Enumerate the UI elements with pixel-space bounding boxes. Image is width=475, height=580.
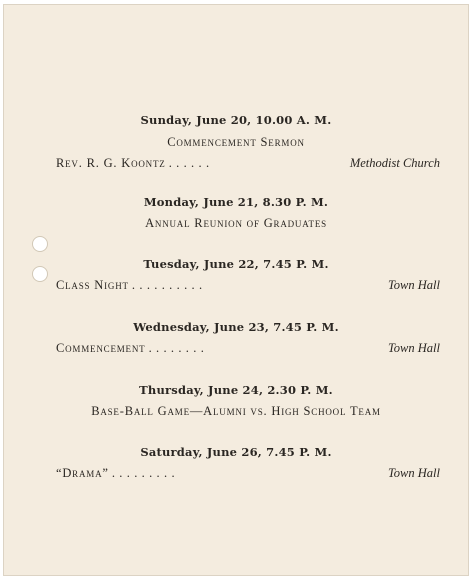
program — [4, 5, 468, 575]
event-label: Commencement — [56, 341, 146, 355]
dot-leaders: . . . . . . . . — [148, 341, 205, 355]
event-row-commencement — [56, 341, 440, 355]
event-person: Rev. R. G. Koontz — [56, 156, 166, 170]
event-heading-monday: Monday, June 21, 8.30 P. M. — [143, 195, 329, 209]
event-place: Town Hall — [388, 341, 440, 355]
event-heading-tuesday: Tuesday, June 22, 7.45 P. M. — [143, 257, 329, 271]
dot-leaders: . . . . . . . . . . — [131, 278, 203, 292]
event-label: Class Night — [56, 278, 129, 292]
event-row-sermon — [56, 156, 440, 170]
program-card — [3, 4, 469, 576]
event-row-drama — [56, 466, 440, 480]
event-title-sermon: Commencement Sermon — [167, 135, 305, 149]
event-heading-wednesday: Wednesday, June 23, 7.45 P. M. — [133, 320, 339, 334]
event-heading-thursday: Thursday, June 24, 2.30 P. M. — [139, 383, 333, 397]
event-place: Methodist Church — [349, 156, 440, 170]
event-label: “Drama” — [56, 466, 109, 480]
dot-leaders: . . . . . . — [168, 156, 210, 170]
event-row-class-night — [56, 278, 440, 292]
event-place: Town Hall — [388, 466, 440, 480]
dot-leaders: . . . . . . . . . — [111, 466, 176, 480]
event-heading-saturday: Saturday, June 26, 7.45 P. M. — [140, 445, 332, 459]
event-title-baseball: Base-Ball Game—Alumni vs. High School Team — [91, 404, 381, 418]
event-place: Town Hall — [388, 278, 440, 292]
event-heading-sunday: Sunday, June 20, 10.00 A. M. — [140, 113, 332, 127]
event-title-reunion: Annual Reunion of Graduates — [145, 216, 327, 230]
